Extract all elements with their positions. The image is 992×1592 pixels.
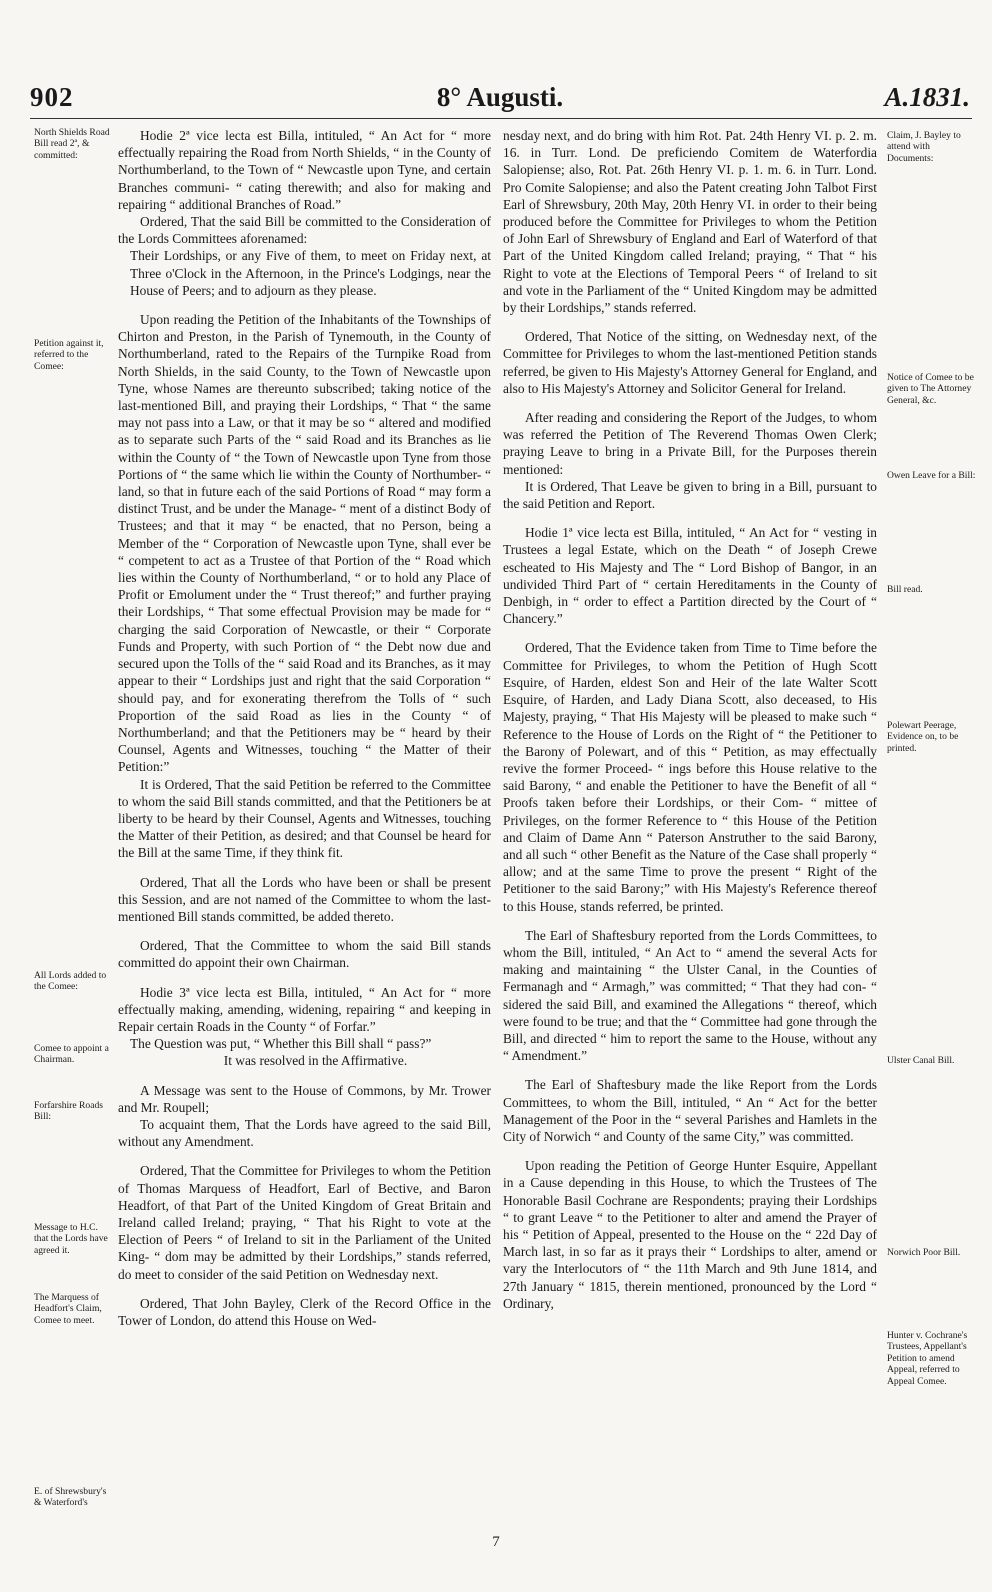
margin-note-left: Forfarshire Roads Bill: bbox=[34, 1100, 104, 1123]
entry-paragraph: nesday next, and do bring with him Rot. Pat. 24th Henry VI. p. 2. m. 16. in Turr. Lond. De preficiendo Comitem de Waterfordia Salopiense; also, Rot. Pat. 26th Henry VI. p. 1. m. 6. in Turr. Lond. Pro Comite Salopiense; and also the Patent creating John Talbot First Earl of Shrewsbury, 20th May, 20th Henry VI. in order to their being produced before the Committee for Privileges to whom the Petition of John Earl of Shrewsbury of England and Earl of Waterford of that Part of the United Kingdom called Ireland; praying, “ That “ his Right to vote at the Elections of Temporal Peers “ of Ireland to sit and vote in the Parliament of the “ United Kingdom may be admitted by their Lordships,” stands referred. bbox=[503, 128, 877, 316]
entry-paragraph: Ordered, That the Committee for Privileges to whom the Petition of Thomas Marquess of Headfort, Earl of Bective, and Baron Headfort, of that Part of the United Kingdom of Great Britain and Ireland called Ireland; praying, “ That his Right to vote at the Election of Peers “ of Ireland to sit in the Parliament of the United King- “ dom may be admitted by their Lordships,” stands referred, do meet to consider of the said Petition on Wednesday next. bbox=[118, 1163, 491, 1282]
entry-paragraph: After reading and considering the Report of the Judges, to whom was referred the Petition of The Reverend Thomas Owen Clerk; praying Leave to bring in a Private Bill, for the Purposes therein mentioned: bbox=[503, 410, 877, 477]
entry-paragraph: Upon reading the Petition of George Hunter Esquire, Appellant in a Cause depending in this House, to which the Trustees of The Honorable Basil Cochrane are Respondents; praying their Lordships “ to grant Leave “ to the Petitioner to alter and amend the Prayer of his “ Petition of Appeal, presented to the House on the “ 22d Day of March last, in so far as it prays their “ Lordships to alter, amend or vary the Interlocutors of “ the 11th March and 9th June 1814, and 27th January “ 1815, therein mentioned, pronounced by the Lord “ Ordinary, bbox=[503, 1158, 877, 1311]
entry-paragraph: It was resolved in the Affirmative. bbox=[223, 1053, 408, 1069]
page-number: 902 bbox=[30, 82, 74, 112]
margin-note-right: Norwich Poor Bill. bbox=[887, 1247, 961, 1258]
entry-paragraph: To acquaint them, That the Lords have agreed to the said Bill, without any Amendment. bbox=[118, 1116, 491, 1150]
page-year: A.1831. bbox=[884, 82, 970, 112]
entry-paragraph: Ordered, That the said Bill be committed to the Consideration of the Lords Committees aforenamed: bbox=[118, 214, 491, 247]
margin-note-left: Petition against it, referred to the Comee: bbox=[34, 338, 104, 372]
entry-paragraph: It is Ordered, That the said Petition be referred to the Committee to whom the said Bill stands committed, and that the Petitioners be at liberty to be heard by their Counsel, Agents and Witnesses, touching the Matter of their Petition, as desired; and that Counsel be heard for the Bill at the same Time, if they think fit. bbox=[118, 776, 491, 861]
entry-paragraph: Their Lordships, or any Five of them, to meet on Friday next, at Three o'Clock in the Afternoon, in the Prince's Lodgings, near the House of Peers; and to adjourn as they please. bbox=[130, 248, 491, 298]
entry-paragraph: Hodie 3ª vice lecta est Billa, intituled, “ An Act for “ more effectually making, amending, widening, repairing “ and keeping in Repair certain Roads in the County “ of Forfar.” bbox=[118, 984, 491, 1034]
margin-note-right: Notice of Comee to be given to The Attorney General, &c. bbox=[887, 372, 974, 406]
margin-note-left: Comee to appoint a Chairman. bbox=[34, 1043, 109, 1066]
entry-paragraph: Ordered, That John Bayley, Clerk of the Record Office in the Tower of London, do attend this House on Wed- bbox=[118, 1295, 491, 1328]
entry-paragraph: Ordered, That the Committee to whom the said Bill stands committed do appoint their own Chairman. bbox=[118, 938, 491, 971]
entry-paragraph: Ordered, That Notice of the sitting, on Wednesday next, of the Committee for Privileges to whom the last-mentioned Petition stands referred, be given to His Majesty's Attorney General for England, and also to His Majesty's Attorney and Solicitor General for Ireland. bbox=[503, 329, 877, 396]
margin-note-right: Hunter v. Cochrane's Trustees, Appellant's Petition to amend Appeal, referred to Appeal Comee. bbox=[887, 1330, 968, 1387]
margin-note-right: Ulster Canal Bill. bbox=[887, 1055, 955, 1066]
signature-mark: 7 bbox=[492, 1534, 500, 1550]
margin-note-right: Bill read. bbox=[887, 584, 923, 595]
entry-paragraph: The Question was put, “ Whether this Bill shall “ pass?” bbox=[130, 1036, 432, 1052]
margin-note-right: Claim, J. Bayley to attend with Documents: bbox=[887, 130, 961, 164]
margin-note-left: All Lords added to the Comee: bbox=[34, 970, 107, 993]
left-column bbox=[118, 127, 491, 1329]
margin-note-left: E. of Shrewsbury's & Waterford's bbox=[34, 1486, 107, 1509]
margin-note-left: The Marquess of Headfort's Claim, Comee to meet. bbox=[34, 1292, 102, 1326]
margin-note-left: Message to H.C. that the Lords have agreed it. bbox=[34, 1222, 108, 1256]
page-header bbox=[30, 82, 970, 122]
entry-paragraph: Ordered, That all the Lords who have been or shall be present this Session, and are not named of the Committee to whom the last-mentioned Bill stands committed, be added thereto. bbox=[118, 874, 491, 924]
entry-paragraph: Ordered, That the Evidence taken from Time to Time before the Committee for Privileges, to whom the Petition of Hugh Scott Esquire, of Harden, eldest Son and Heir of the late Walter Scott Esquire, of Harden, and Lady Diana Scott, also deceased, to His Majesty, praying, “ That His Majesty will be pleased to make such “ Reference to the House of Lords on the Right of “ the Petitioner to the Barony of Polewart, and of this “ Petition, as may effectually revive the former Proceed- “ ings before this House relative to the said Barony, “ and enable the Petitioner to have the Benefit of all “ Proofs taken before their Lordships, or their Com- “ mittee of Privileges, on the former Reference to “ this House of the Petition and Claim of Dame Ann “ Paterson Anstruther to the said Barony, and all such “ other Benefit as the Nature of the Case shall properly “ allow; and at the same Time to prove the present “ Right of the Petitioner to the said Barony;” with His Majesty's Reference thereof to this House, stands referred, be printed. bbox=[503, 640, 877, 914]
entry-paragraph: Hodie 2ª vice lecta est Billa, intituled, “ An Act for “ more effectually repairing the Road from North Shields, “ in the County of Northumberland, to the Town of “ Newcastle upon Tyne, and certain Branches communi- “ cating therewith; and also for making and repairing “ additional Branches of Road.” bbox=[118, 128, 491, 212]
page-date: 8° Augusti. bbox=[436, 82, 564, 112]
entry-paragraph: Upon reading the Petition of the Inhabitants of the Townships of Chirton and Preston, in the Parish of Tynemouth, in the County of Northumberland, rated to the Repairs of the Turnpike Road from North Shields, in the said County, to the Town of Newcastle upon Tyne, whose Names are thereunto subscribed; taking notice of the last-mentioned Bill, and praying their Lordships, “ That “ the same may not pass into a Law, or that it may be so “ altered and modified as to separate such Parts of the “ said Road and its Branches as lie within the County of “ the Town of Newcastle upon Tyne from those Portions of “ the same which lie within the County of Northumber- “ land, so that in future each of the said Portions of Road “ may form a distinct Trust, and be under the Manage- “ ment of a distinct Body of Trustees; and that it may “ be enacted, that no Person, being a Member of the “ Corporation of Newcastle upon Tyne, shall ever be “ competent to act as a Trustee of that Portion of the “ Road which lies within the County of Northumberland, “ or to hold any Place of Profit or Emolument under the “ Trust thereof;” and further praying their Lordships, “ That some effectual Provision may be made for “ charging the said Corporation of Newcastle, or their “ Corporate Funds and Property, with such Portion of “ the Debt now due and secured upon the Tolls of the “ said Road and its Branches, as it may appear to their “ Lordships just and right that the said Corporation “ should pay, and for exonerating therefrom the Tolls of “ such Proportion of the said Road as lies in the County “ of Northumberland; and that the Petitioners may be “ heard by their Counsel, Agents and Witnesses, touching “ the Matter of their Petition:” bbox=[118, 312, 491, 775]
entry-paragraph: A Message was sent to the House of Commons, by Mr. Trower and Mr. Roupell; bbox=[118, 1082, 491, 1115]
margin-note-right: Polewart Peerage, Evidence on, to be printed. bbox=[887, 720, 959, 754]
margin-note-left: North Shields Road Bill read 2ª, & committed: bbox=[34, 127, 110, 161]
margin-note-right: Owen Leave for a Bill: bbox=[887, 470, 976, 481]
right-column bbox=[503, 127, 877, 1312]
entry-paragraph: The Earl of Shaftesbury reported from the Lords Committees, to whom the Bill, intituled, “ An Act to “ amend the several Acts for making and maintaining “ the Ulster Canal, in the Counties of Fermanagh and “ Armagh,” was committed; “ That they had con- “ sidered the said Bill, and examined the Allegations “ thereof, which were found to be true; and that the “ Committee had gone through the Bill, and directed “ him to report the same to the House, without any “ Amendment.” bbox=[503, 927, 877, 1064]
entry-paragraph: The Earl of Shaftesbury made the like Report from the Lords Committees, to whom the Bill, intituled, “ An “ Act for the better Management of the Poor in the “ several Parishes and Hamlets in the City of Norwich “ and County of the same City,” was committed. bbox=[503, 1077, 877, 1144]
entry-paragraph: It is Ordered, That Leave be given to bring in a Bill, pursuant to the said Petition and Report. bbox=[503, 478, 877, 512]
entry-paragraph: Hodie 1ª vice lecta est Billa, intituled, “ An Act for “ vesting in Trustees a legal Estate, which on the Death “ of Joseph Crewe escheated to His Majesty and The “ Lord Bishop of Bangor, in an undivided Third Part of “ certain Hereditaments in the County of Denbigh, in “ order to effect a Partition directed by the Court of “ Chancery.” bbox=[503, 525, 877, 627]
header-rule bbox=[30, 118, 972, 119]
